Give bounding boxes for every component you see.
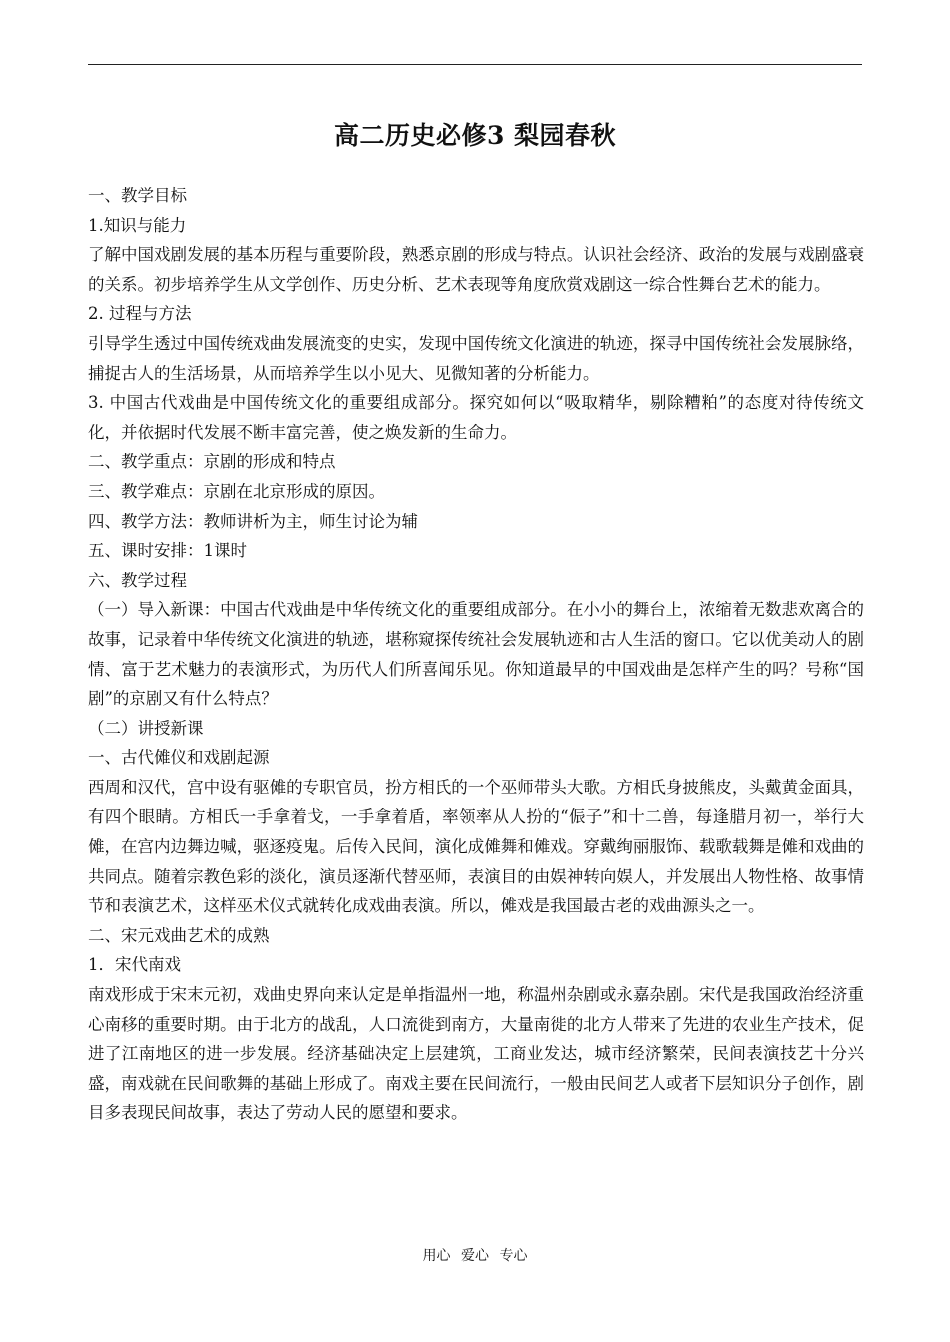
heading-teaching-process: 六、教学过程 <box>88 570 187 590</box>
heading-teaching-difficulty: 三、教学难点：京剧在北京形成的原因。 <box>88 481 385 501</box>
heading-nuo-origins: 一、古代傩仪和戏剧起源 <box>88 748 270 768</box>
heading-teaching-goals: 一、教学目标 <box>88 186 187 205</box>
document-title: 高二历史必修3 梨园春秋 <box>333 121 617 150</box>
subheading-song-nanxi: 1．宋代南戏 <box>88 955 181 975</box>
heading-teaching-method: 四、教学方法：教师讲析为主，师生讨论为辅 <box>88 511 418 531</box>
paragraph-song-nanxi: 南戏形成于宋末元初，戏曲史界向来认定是单指温州一地，称温州杂剧或永嘉杂剧。宋代是我国政治经济重心南移的重要时期。由于北方的战乱，人口流徙到南方，大量南徙的北方人带来了先进的农业生产技术，促进了江南地区的进一步发展。经济基础决定上层建筑，工商业发达，城市经济繁荣，民间表演技艺十分兴盛，南戏就在民间歌舞的基础上形成了。南戏主要在民间流行，一般由民间艺人或者下层知识分子创作，剧目多表现民间故事，表达了劳动人民的愿望和要求。 <box>88 985 864 1123</box>
subheading-knowledge-ability: 1.知识与能力 <box>88 215 187 235</box>
page-footer: 用心 爱心 专心 <box>422 1248 528 1264</box>
document-body <box>88 181 864 1128</box>
header-rule <box>88 64 862 65</box>
heading-class-schedule: 五、课时安排：1课时 <box>88 541 247 561</box>
paragraph-introduction: （一）导入新课：中国古代戏曲是中华传统文化的重要组成部分。在小小的舞台上，浓缩着无数悲欢离合的故事，记录着中华传统文化演进的轨迹，堪称窥探传统社会发展轨迹和古人生活的窗口。它以优美动人的剧情、富于艺术魅力的表演形式，为历代人们所喜闻乐见。你知道最早的中国戏曲是怎样产生的吗？号称“国剧”的京剧又有什么特点？ <box>88 600 864 709</box>
subheading-process-method: 2. 过程与方法 <box>88 304 192 324</box>
heading-teaching-focus: 二、教学重点：京剧的形成和特点 <box>88 452 336 472</box>
subheading-new-lesson: （二）讲授新课 <box>88 718 204 738</box>
paragraph-process-method: 引导学生透过中国传统戏曲发展流变的史实，发现中国传统文化演进的轨迹，探寻中国传统社会发展脉络，捕捉古人的生活场景，从而培养学生以小见大、见微知著的分析能力。 <box>88 333 864 383</box>
paragraph-traditional-culture: 3. 中国古代戏曲是中国传统文化的重要组成部分。探究如何以“吸取精华，剔除糟粕”的态度对待传统文化，并依据时代发展不断丰富完善，使之焕发新的生命力。 <box>88 393 864 442</box>
paragraph-nuo-origins: 西周和汉代，宫中设有驱傩的专职官员，扮方相氏的一个巫师带头大歌。方相氏身披熊皮，头戴黄金面具，有四个眼睛。方相氏一手拿着戈，一手拿着盾，率领率从人扮的“侲子”和十二兽，每逢腊月初一，举行大傩，在宫内边舞边喊，驱逐疫鬼。后传入民间，演化成傩舞和傩戏。穿戴绚丽服饰、载歌载舞是傩和戏曲的共同点。随着宗教色彩的淡化，演员逐渐代替巫师，表演目的由娱神转向娱人，并发展出人物性格、故事情节和表演艺术，这样巫术仪式就转化成戏曲表演。所以，傩戏是我国最古老的戏曲源头之一。 <box>88 777 864 916</box>
paragraph-knowledge-ability: 了解中国戏剧发展的基本历程与重要阶段，熟悉京剧的形成与特点。认识社会经济、政治的发展与戏剧盛衰的关系。初步培养学生从文学创作、历史分析、艺术表现等角度欣赏戏剧这一综合性舞台艺术的能力。 <box>88 245 864 294</box>
heading-song-yuan-drama: 二、宋元戏曲艺术的成熟 <box>88 925 270 945</box>
